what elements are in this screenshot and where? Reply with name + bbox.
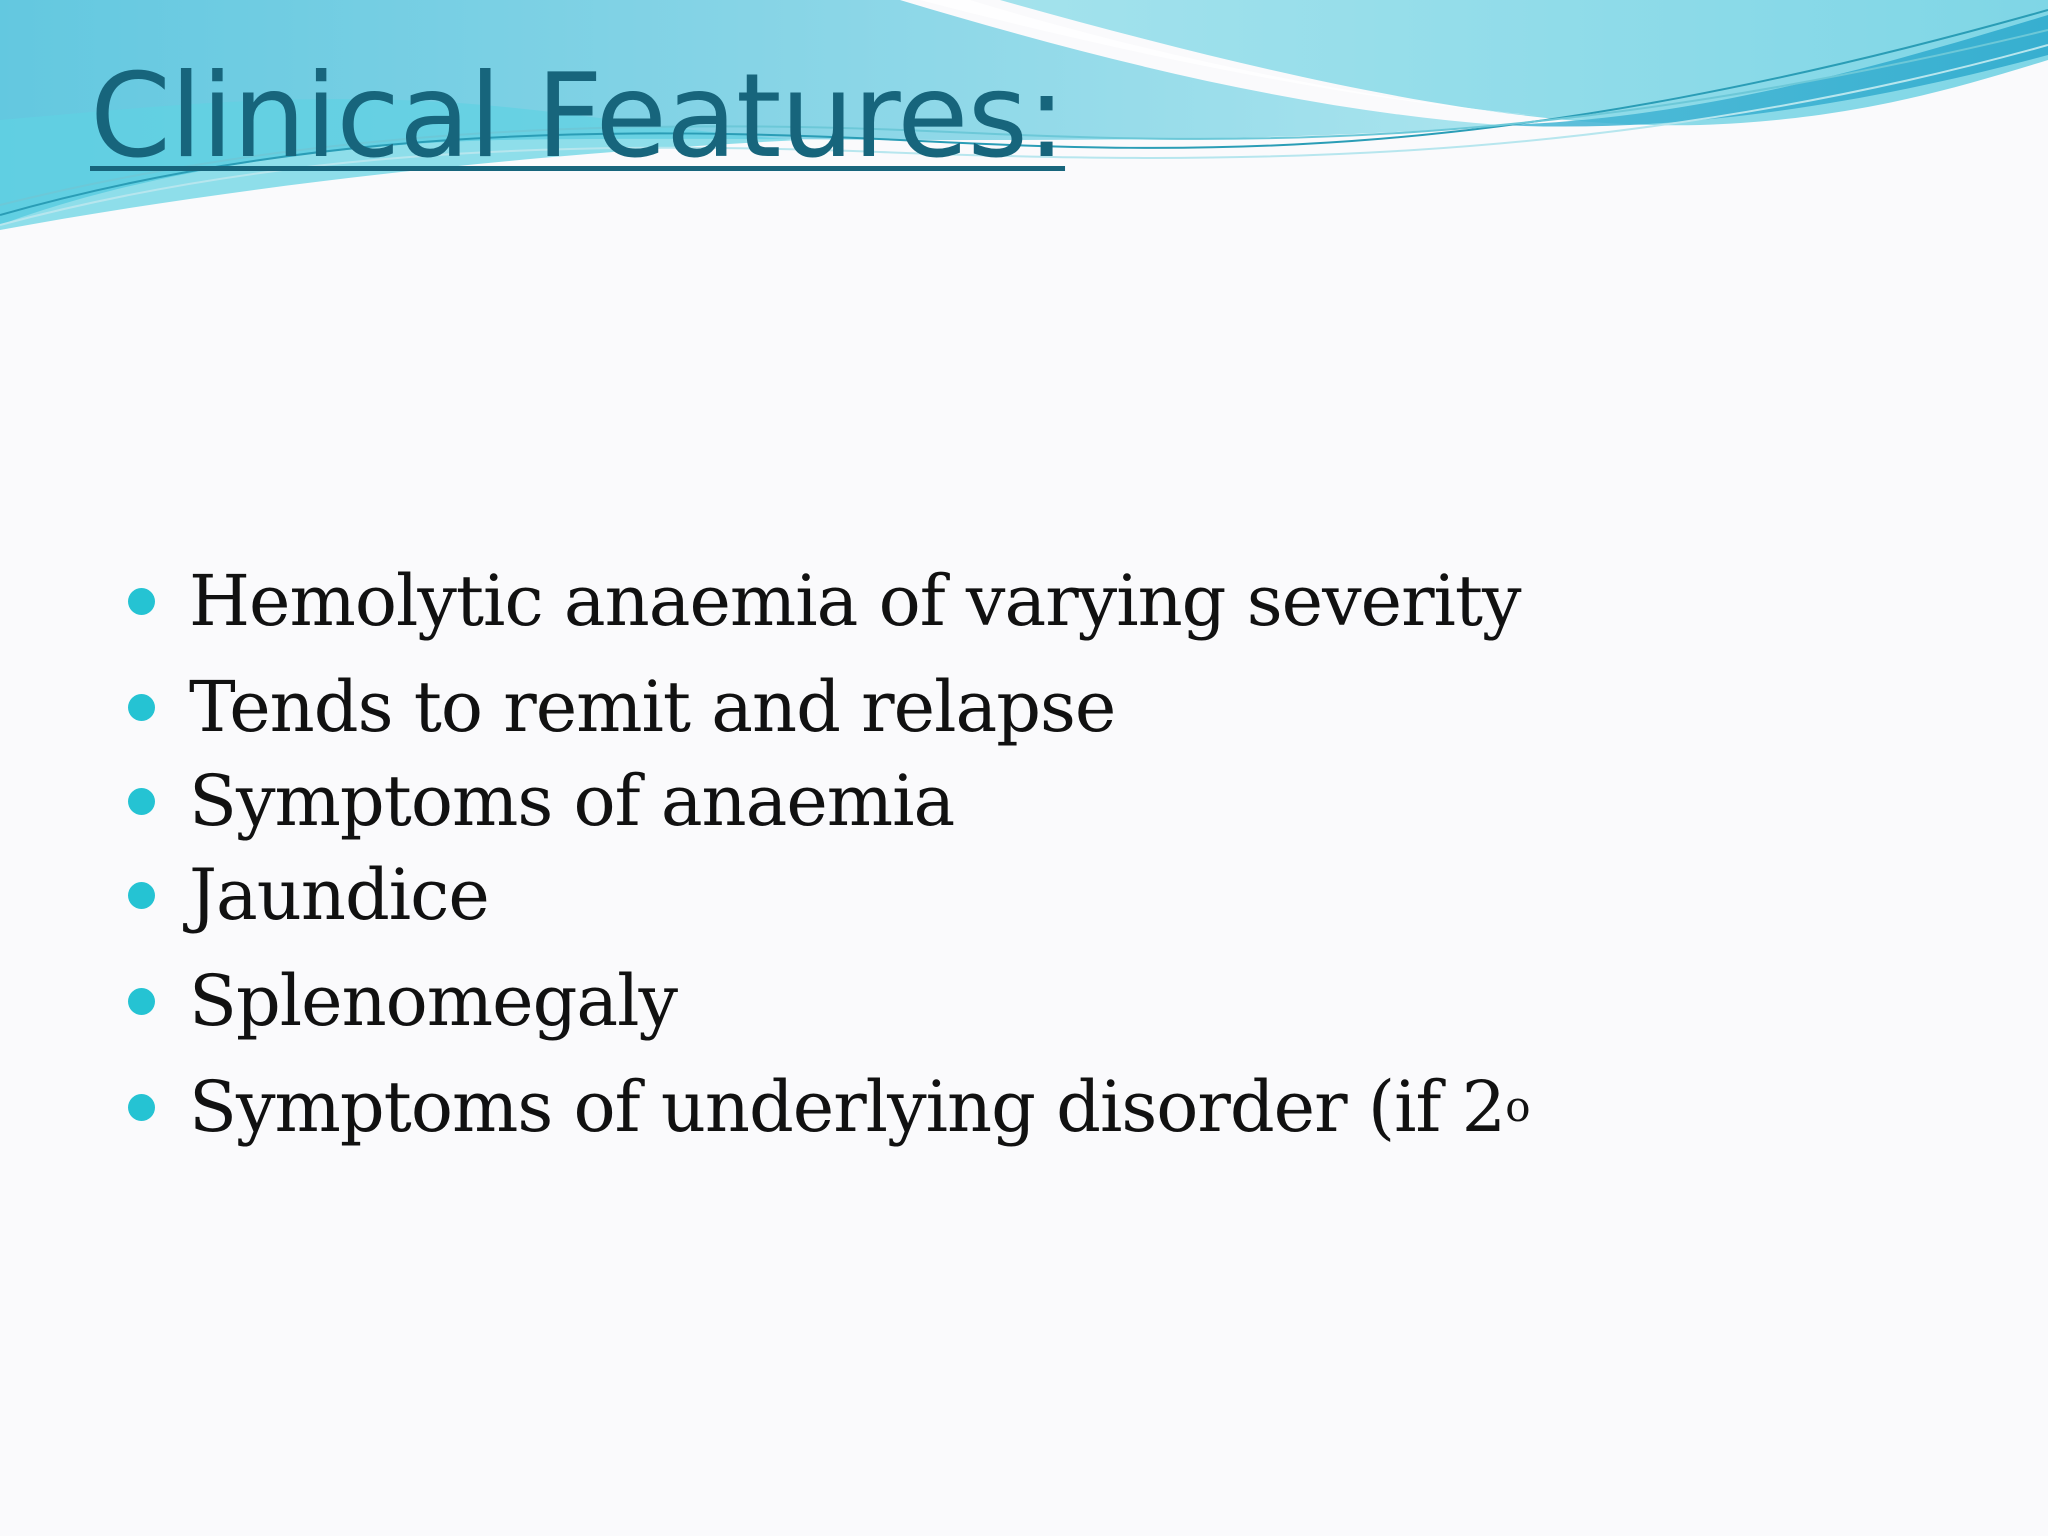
list-item xyxy=(128,654,1530,760)
bullet-text: Symptoms of anaemia xyxy=(189,760,955,842)
bullet-icon xyxy=(128,788,155,815)
bullet-list xyxy=(128,548,1530,1160)
bullet-icon xyxy=(128,588,155,615)
bullet-text: Symptoms of underlying disorder (if 2 xyxy=(189,1066,1506,1148)
bullet-text: Jaundice xyxy=(189,854,489,936)
list-item xyxy=(128,948,1530,1054)
bullet-icon xyxy=(128,882,155,909)
bullet-icon xyxy=(128,694,155,721)
slide-title: Clinical Features: xyxy=(90,49,1066,184)
bullet-icon xyxy=(128,1094,155,1121)
bullet-text: Hemolytic anaemia of varying severity xyxy=(189,560,1521,642)
list-item xyxy=(128,842,1530,948)
list-item xyxy=(128,548,1530,654)
bullet-text: Tends to remit and relapse xyxy=(189,666,1116,748)
bullet-icon xyxy=(128,988,155,1015)
list-item: Symptoms of underlying disorder (if 2 o xyxy=(128,1054,1530,1160)
bullet-text: Splenomegaly xyxy=(189,960,678,1042)
list-item xyxy=(128,760,1530,842)
